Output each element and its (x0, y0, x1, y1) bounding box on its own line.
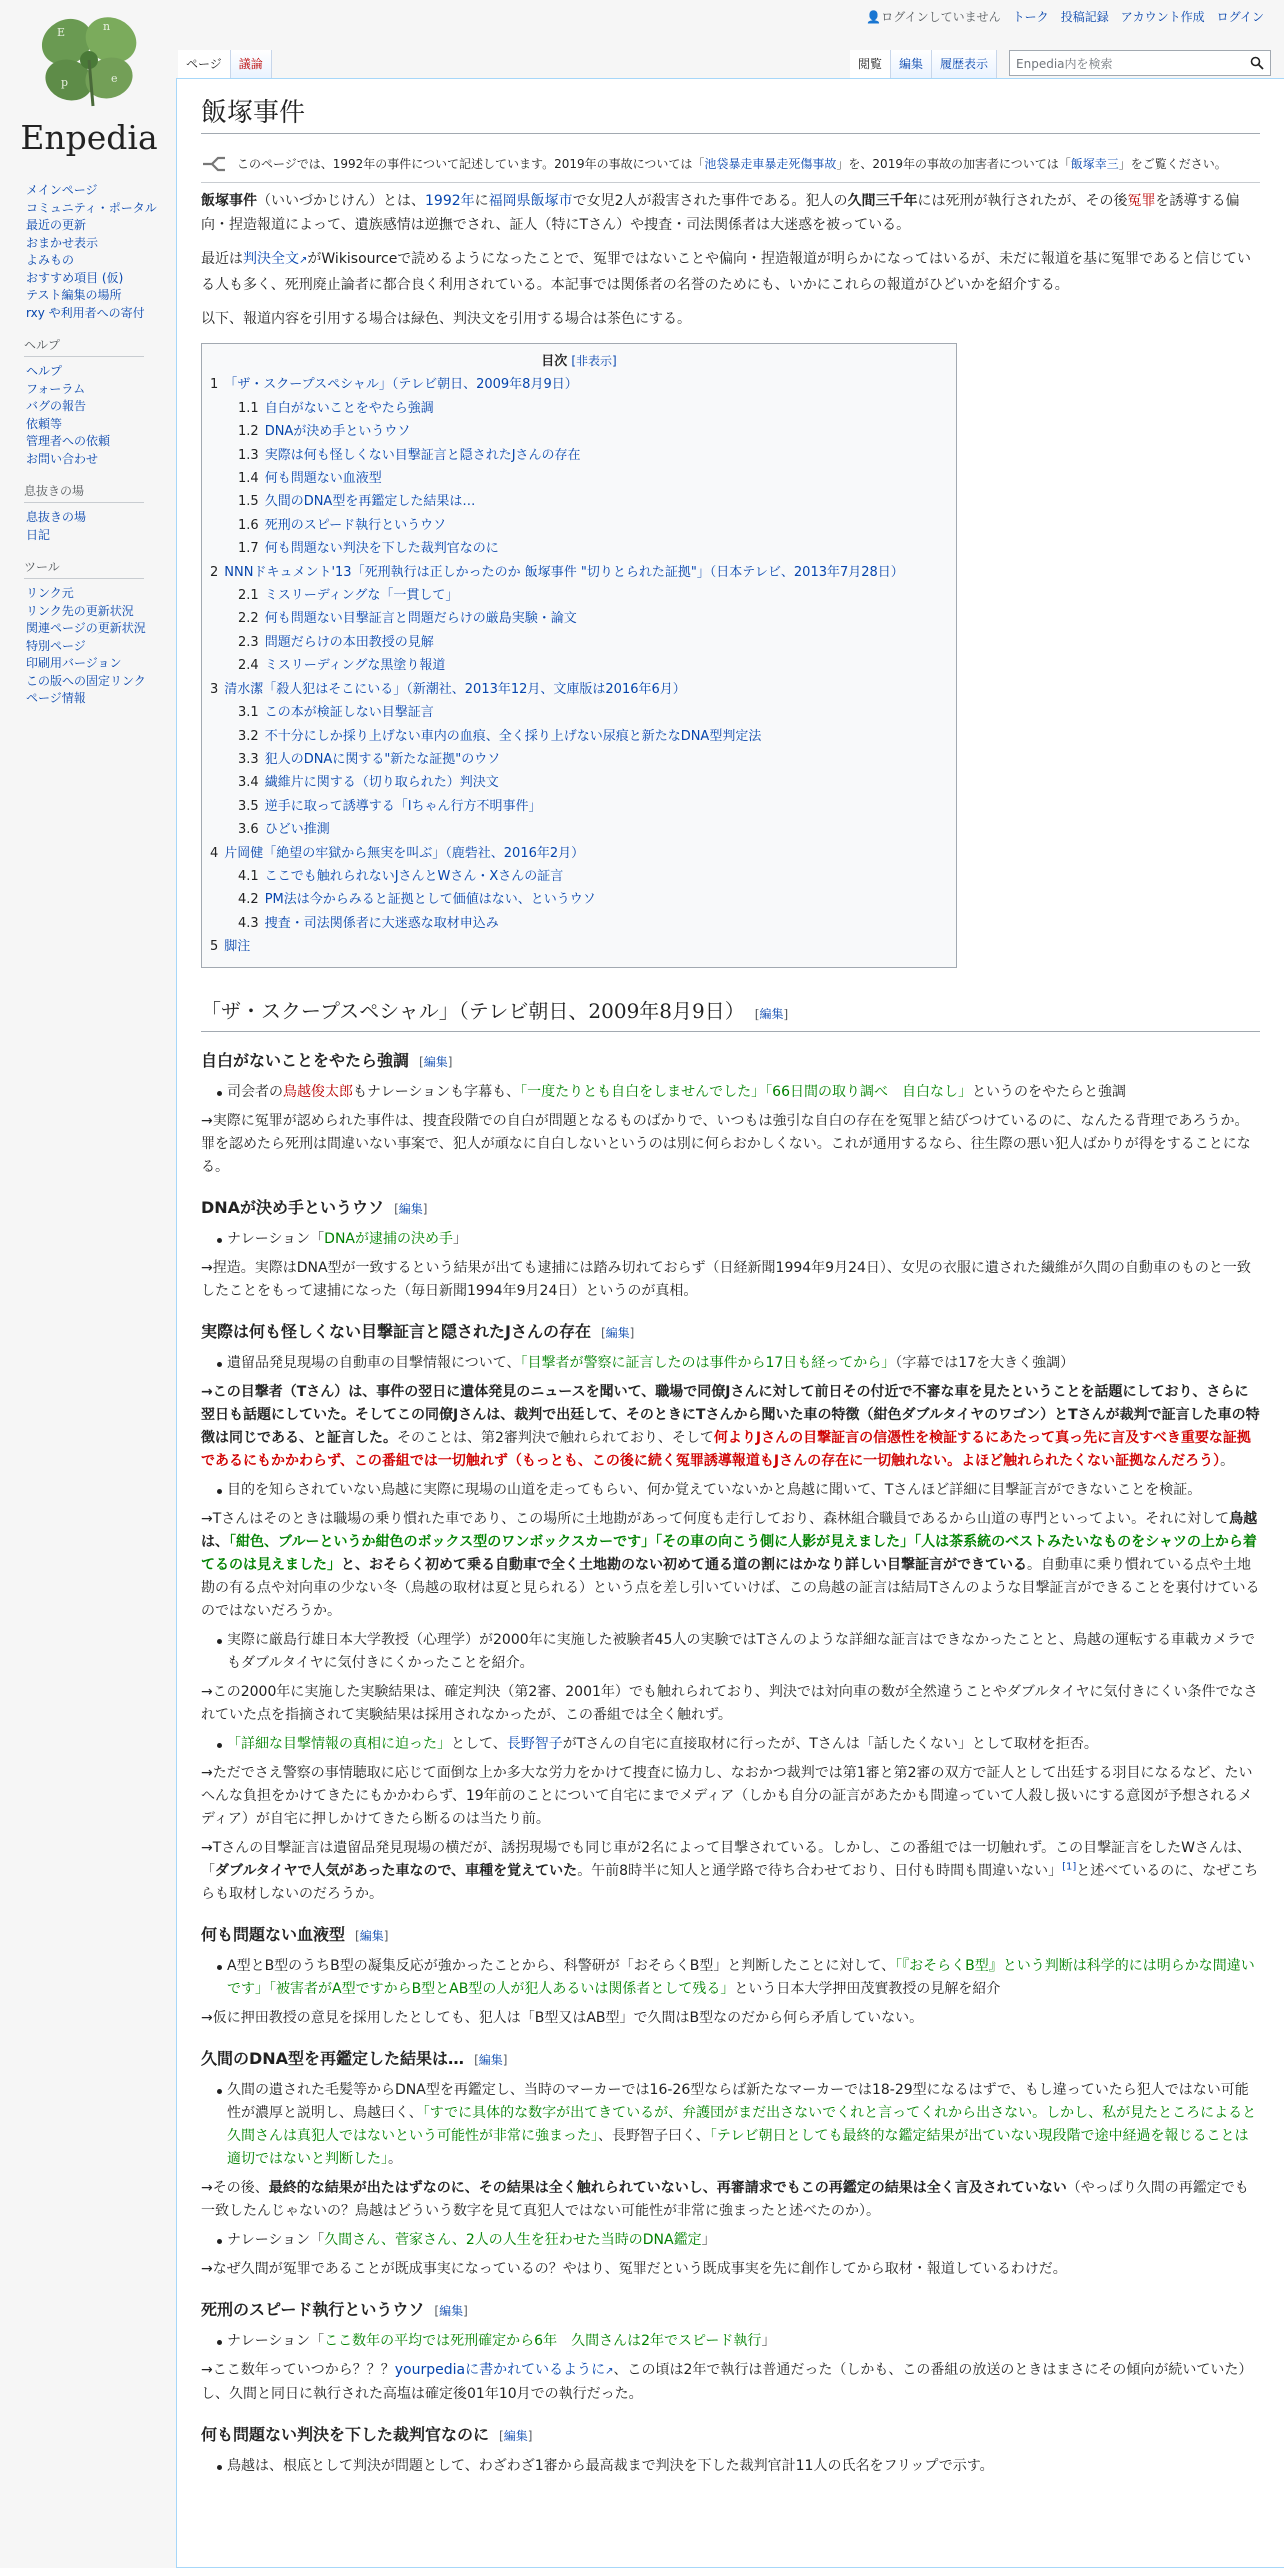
list-item: 実際に厳島行雄日本大学教授（心理学）が2000年に実施した被験者45人の実験ではTさんのような詳細な証言はできなかったことと、鳥越の運転する車載カメラでもダブルタイヤに気付きにくかったことを紹介。 (217, 1629, 1260, 1675)
toc-item[interactable]: 2.2 何も問題ない目撃証言と問題だらけの厳島実験・論文 (238, 611, 577, 627)
link-torigoe[interactable]: 鳥越俊太郎 (283, 1083, 353, 1100)
list-item: ナレーション「久間さん、菅家さん、2人の人生を狂わせた当時のDNA鑑定」 (217, 2229, 1260, 2252)
toc-hide-toggle[interactable]: [非表示] (571, 354, 617, 368)
toc-item[interactable]: 1.3 実際は何も怪しくない目撃証言と隠されたJさんの存在 (238, 447, 581, 463)
sidebar-item[interactable]: 関連ページの更新状況 (26, 621, 146, 635)
list-item: A型とB型のうちB型の凝集反応が強かったことから、科警研が「おそらくB型」と判断したことに対して、「『おそらくB型』という判断は科学的には明らかな間違いです」「被害者がA型ですからB型とAB型の人が犯人あるいは関係者として残る」という日本大学押田茂實教授の見解を紹介 (217, 1955, 1260, 2001)
link-fukuoka[interactable]: 福岡県 (488, 193, 531, 209)
intro-paragraph-3: 以下、報道内容を引用する場合は緑色、判決文を引用する場合は茶色にする。 (201, 311, 691, 327)
section-heading-1-3: 実際は何も怪しくない目撃証言と隠されたJさんの存在 [編集] (201, 1321, 635, 1341)
edit-link[interactable]: 編集 (439, 2303, 464, 2318)
paragraph: →Tさんの目撃証言は遺留品発見現場の横だが、誘拐現場でも同じ車が2名によって目撃されている。しかし、この番組では一切触れず。この目撃証言をしたWさんは、「ダブルタイヤで人気があった車なので、車種を覚えていた。午前8時半に知人と通学路で待ち合わせており、日付も時間も間違いない」[1]と述べているのに、なぜこちらも取材しないのだろうか。 (201, 1839, 1259, 1902)
section-heading-1-4: 何も問題ない血液型 [編集] (201, 1924, 389, 1944)
sidebar-item[interactable]: コミュニティ・ポータル (26, 200, 157, 215)
tools-heading: ツール (24, 558, 144, 579)
namespace-tabs (178, 50, 272, 78)
personal-tools (866, 8, 1264, 25)
list-item: 鳥越は、根底として判決が問題として、わざわざ1審から最高裁まで判決を下した裁判官計11人の氏名をフリップで示す。 (217, 2455, 1260, 2478)
list-item: ナレーション「DNAが逮捕の決め手」 (217, 1228, 1260, 1251)
toc-item[interactable]: 1 「ザ・スクープスペシャル」（テレビ朝日、2009年8月9日） (210, 377, 578, 393)
toc-item[interactable]: 2.1 ミスリーディングな「一貫して」 (238, 588, 459, 604)
sidebar-item[interactable]: 日記 (26, 527, 51, 542)
login-link[interactable]: ログイン (1216, 10, 1264, 24)
link-iizuka[interactable]: 飯塚市 (530, 193, 573, 209)
search-input[interactable]: Enpedia内を検索 (1009, 50, 1271, 76)
toc-item[interactable]: 2.4 ミスリーディングな黒塗り報道 (238, 658, 446, 674)
nuki-portal (26, 482, 160, 544)
hatnote: このページでは、1992年の事件について記述しています。2019年の事故については「池袋暴走車暴走死傷事故」を、2019年の事故の加害者については「飯塚幸三」をご覧ください。 (201, 150, 1260, 183)
footnote-ref[interactable]: [1] (1062, 1860, 1077, 1872)
table-of-contents (201, 343, 957, 968)
list-item: ナレーション「ここ数年の平均では死刑確定から6年 久間さんは2年でスピード執行」 (217, 2330, 1260, 2353)
sidebar-item[interactable]: 印刷用バージョン (26, 656, 122, 670)
talk-link[interactable]: トーク (1012, 10, 1049, 24)
toc-item[interactable]: 3.6 ひどい推測 (238, 822, 330, 838)
paragraph: →実際に冤罪が認められた事件は、捜査段階での自白が問題となるものばかりで、いつもは強引な自白の存在を冤罪と結びつけているのに、なんたる背理であろうか。罪を認めたら死刑は間違いない事案で、犯人が頑なに自白しないというのは別に何らおかしくない。これが通用するなら、往生際の悪い犯人ばかりが得をすることになる。 (201, 1112, 1251, 1175)
tab-edit[interactable]: 編集 (891, 50, 932, 78)
tab-history[interactable]: 履歴表示 (932, 50, 997, 78)
tab-page[interactable]: ページ (178, 50, 231, 78)
toc-item[interactable]: 3.5 逆手に取って誘導する「Iちゃん行方不明事件」 (238, 798, 542, 814)
sidebar-item[interactable]: 息抜きの場 (26, 510, 87, 524)
toc-item[interactable]: 1.4 何も問題ない血液型 (238, 471, 382, 487)
sidebar-item[interactable]: お問い合わせ (26, 451, 99, 466)
intro-paragraph-1: 飯塚事件（いいづかじけん）とは、1992年に福岡県飯塚市で女児2人が殺害された事件である。犯人の久間三千年には死刑が執行されたが、その後冤罪を誘導する偏向・捏造報道によって、遺族感情は逆撫でされ、証人（特にTさん）や捜査・司法関係者は大迷惑を被っている。 (201, 193, 1240, 233)
create-account-link[interactable]: アカウント作成 (1120, 10, 1205, 24)
sidebar-item[interactable]: ヘルプ (26, 364, 63, 378)
sidebar-item[interactable]: リンク元 (26, 586, 74, 600)
toc-item[interactable]: 4.3 捜査・司法関係者に大迷惑な取材申込み (238, 915, 499, 931)
section-heading-1-6: 死刑のスピード執行というウソ [編集] (201, 2299, 468, 2319)
toc-item[interactable]: 1.1 自白がないことをやたら強調 (238, 400, 434, 416)
tab-talk[interactable]: 議論 (231, 50, 272, 78)
external-link-icon: ↗ (299, 255, 308, 266)
sidebar-item[interactable]: この版への固定リンク (26, 673, 146, 688)
sidebar-item[interactable]: rxy や利用者への寄付 (26, 305, 145, 320)
sidebar (0, 182, 160, 722)
link-hanketsu[interactable]: 判決全文 (243, 251, 299, 267)
list-item: 司会者の鳥越俊太郎もナレーションも字幕も、「一度たりとも自白をしませんでした」「66日間の取り調べ 自白なし」というのをやたらと強調 (217, 1081, 1260, 1104)
toc-item[interactable]: 3.2 不十分にしか採り上げない車内の血痕、全く採り上げない尿痕と新たなDNA型判定法 (238, 728, 762, 744)
section-heading-1-5: 久間のDNA型を再鑑定した結果は… [編集] (201, 2048, 508, 2068)
sidebar-item[interactable]: バグの報告 (26, 399, 87, 413)
nav-portal (26, 182, 160, 322)
clover-logo-icon (6, 4, 172, 120)
toc-item[interactable]: 1.2 DNAが決め手というウソ (238, 424, 411, 440)
toc-item[interactable]: 4 片岡健「絶望の牢獄から無実を叫ぶ」（鹿砦社、2016年2月） (210, 845, 585, 861)
paragraph: →Tさんはそのときは職場の乗り慣れた車であり、この場所に土地勘があって何度も走行しており、森林組合職員であるから山道の専門といってよい。それに対して鳥越は、「紺色、ブルーというか紺色のボックス型のワンボックスカーです」「その車の向こう側に人影が見えました」「人は茶系統のベストみたいなものをシャツの上から着てるのは見えました」と、おそらく初めて乗る自動車で全く土地勘のない初めて通る道の割にはかなり詳しい目撃証言ができている。自動車に乗り慣れている点や土地勘の有る点や対向車の少ない冬（鳥越の取材は夏と見られる）という点を差し引いていけば、この鳥越の証言は結局Tさんのような目撃証言ができることを裏付けているのではないだろうか。 (201, 1510, 1260, 1619)
link-yourpedia[interactable]: yourpediaに書かれているように (394, 2361, 606, 2378)
site-wordmark: Enpedia (20, 118, 158, 157)
sidebar-item[interactable]: メインページ (26, 183, 98, 197)
link-enzai[interactable]: 冤罪 (1127, 193, 1156, 209)
list-item: 目的を知らされていない鳥越に実際に現場の山道を走ってもらい、何か覚えていないかと鳥越に聞いて、Tさんほど詳細に目撃証言ができないことを検証。 (217, 1479, 1260, 1502)
paragraph: →ここ数年っていつから？？？yourpediaに書かれているように↗、この頃は2年で執行は普通だった（しかも、この番組の放送のときはまさにその傾向が続いていた）し、久間と同日に執行された高塩は確定後01年10月での執行だった。 (201, 2361, 1253, 2402)
help-heading: ヘルプ (24, 336, 144, 357)
section-heading-1-7: 何も問題ない判決を下した裁判官なのに [編集] (201, 2424, 533, 2444)
paragraph: →この目撃者（Tさん）は、事件の翌日に遺体発見のニュースを聞いて、職場で同僚Jさんに対して前日その付近で不審な車を見たということを話題にしており、さらに翌日も話題にしていた。そしてこの同僚Jさんは、裁判で出廷して、そのときにTさんから聞いた車の特徴（紺色ダブルタイヤのワゴン）とTさんが裁判で証言した車の特徴は同じである、と証言した。そのことは、第2審判決で触れられており、そして何よりJさんの目撃証言の信憑性を検証するにあたって真っ先に言及すべき重要な証拠であるにもかかわらず、この番組では一切触れず（もっとも、この後に続く冤罪誘導報道もJさんの存在に一切触れない。よほど触れられたくない証拠なんだろう）。 (201, 1383, 1260, 1469)
toc-item[interactable]: 3.1 この本が検証しない目撃証言 (238, 705, 434, 721)
svg-text:e: e (111, 72, 118, 85)
toc-item[interactable]: 1.6 死刑のスピード執行というウソ (238, 517, 447, 533)
contributions-link[interactable]: 投稿記録 (1060, 10, 1109, 24)
edit-link[interactable]: 編集 (398, 1201, 423, 1216)
toc-title: 目次 [非表示] (541, 354, 617, 369)
hatnote-link-2[interactable]: 飯塚幸三 (1070, 157, 1119, 171)
nuki-heading: 息抜きの場 (24, 482, 144, 503)
edit-link[interactable]: 編集 (359, 1928, 384, 1943)
toc-item[interactable]: 1.7 何も問題ない判決を下した裁判官なのに (238, 541, 499, 557)
hatnote-link-1[interactable]: 池袋暴走車暴走死傷事故 (704, 157, 837, 171)
search-icon[interactable] (1250, 56, 1264, 70)
sidebar-item[interactable]: 特別ページ (26, 638, 86, 653)
toc-item[interactable]: 4.2 PM法は今からみると証拠として価値はない、というウソ (238, 892, 596, 908)
sidebar-item[interactable]: ページ情報 (26, 691, 86, 705)
paragraph: →その後、最終的な結果が出たはずなのに、その結果は全く触れられていないし、再審請求でもこの再鑑定の結果は全く言及されていない（やっぱり久間の再鑑定でも一致したんじゃないの？鳥越はどういう数字を見て真犯人ではない可能性が非常に強まったと述べたのか）。 (201, 2179, 1249, 2219)
external-link-icon: ↗ (605, 2365, 614, 2377)
disambiguation-icon (201, 156, 227, 172)
toc-item[interactable]: 3.3 犯人のDNAに関する"新たな証拠"のウソ (238, 751, 501, 767)
site-logo[interactable] (6, 4, 172, 160)
intro-paragraph-2: 最近は判決全文↗がWikisourceで読めるようになったことで、冤罪ではないことや偏向・捏造報道が明らかになってはいるが、未だに報道を基に冤罪であると信じている人も多く、死刑廃止論者に都合良く利用されている。本記事では関係者の名誉のためにも、いかにこれらの報道がひどいかを紹介する。 (201, 251, 1252, 293)
tools-portal (26, 558, 160, 708)
edit-link[interactable]: 編集 (605, 1325, 630, 1340)
edit-link[interactable]: 編集 (503, 2428, 528, 2443)
paragraph: →仮に押田教授の意見を採用したとしても、犯人は「B型又はAB型」で久間はB型なのだから何ら矛盾していない。 (201, 2009, 924, 2026)
sidebar-item[interactable]: フォーラム (26, 381, 86, 396)
sidebar-item[interactable]: 最近の更新 (26, 218, 87, 232)
list-item: 久間の遺された毛髪等からDNA型を再鑑定し、当時のマーカーでは16-26型ならば新たなマーカーでは18-29型になるはずで、もし違っていたら犯人ではない可能性が濃厚と説明し、鳥越曰く、「すでに具体的な数字が出てきているが、弁護団がまだ出さないでくれと言ってくれから出さない。しかし、私が見たところによると久間さんは真犯人ではないという可能性が非常に強まった」、長野智子曰く、「テレビ朝日としても最終的な鑑定結果が出ていない現段階で途中経過を報じることは適切ではないと判断した」。 (217, 2079, 1260, 2171)
sidebar-item[interactable]: 依頼等 (26, 416, 63, 431)
edit-link[interactable]: 編集 (759, 1006, 784, 1021)
view-tabs (850, 50, 1271, 78)
user-status: 👤ログインしていません (866, 10, 1001, 24)
edit-link[interactable]: 編集 (478, 2052, 503, 2067)
section-heading-1-1: 自白がないことをやたら強調 [編集] (201, 1050, 453, 1070)
toc-item[interactable]: 3 清水潔「殺人犯はそこにいる」（新潮社、2013年12月、文庫版は2016年6月） (210, 681, 686, 697)
content (176, 78, 1284, 2568)
toc-item[interactable]: 2.3 問題だらけの本田教授の見解 (238, 634, 434, 650)
page-title: 飯塚事件 (201, 95, 1260, 134)
sidebar-item[interactable]: よみもの (26, 253, 75, 267)
link-1992[interactable]: 1992年 (425, 193, 475, 209)
help-portal (26, 336, 160, 468)
user-icon: 👤 (866, 10, 882, 24)
paragraph: →ただでさえ警察の事情聴取に応じて面倒な上か多大な労力をかけて捜査に協力し、なおかつ裁判では第1審と第2審の双方で証人として出廷する羽目になるなど、たいへんな負担をかけてきたにもかかわらず、19年前のことについて自宅にまでメディア（しかも自分の証言があたかも間違っていて人殺し扱いにする意図が予想されるメディア）が自宅に押しかけてきたら断るのは当たり前。 (201, 1764, 1253, 1827)
section-heading-1-2: DNAが決め手というウソ [編集] (201, 1197, 428, 1217)
tab-read[interactable]: 閲覧 (850, 50, 891, 78)
sidebar-item[interactable]: おすすめ項目 (仮) (26, 270, 124, 285)
svg-text:n: n (103, 20, 111, 33)
toc-item[interactable]: 4.1 ここでも触れられないJさんとWさん・Xさんの証言 (238, 868, 564, 884)
list-item: 「詳細な目撃情報の真相に迫った」として、長野智子がTさんの自宅に直接取材に行ったが、Tさんは「話したくない」として取材を拒否。 (217, 1733, 1260, 1756)
sidebar-item[interactable]: テスト編集の場所 (26, 288, 122, 302)
link-nagano[interactable]: 長野智子 (506, 1735, 563, 1752)
toc-item[interactable]: 5 脚注 (210, 939, 251, 955)
svg-text:E: E (57, 26, 66, 39)
edit-link[interactable]: 編集 (423, 1054, 448, 1069)
toc-item[interactable]: 1.5 久間のDNA型を再鑑定した結果は… (238, 494, 476, 510)
svg-text:p: p (61, 76, 69, 89)
paragraph: →なぜ久間が冤罪であることが既成事実になっているの？やはり、冤罪だという既成事実を先に創作してから取材・報道しているわけだ。 (201, 2260, 1067, 2277)
paragraph: →この2000年に実施した実験結果は、確定判決（第2審、2001年）でも触れられており、判決では対向車の数が全然違うことやダブルタイヤに気付きにくい条件でなされていた点を指摘されて実験結果は採用されなかったが、この番組では全く触れず。 (201, 1683, 1258, 1723)
toc-item[interactable]: 3.4 繊維片に関する（切り取られた）判決文 (238, 775, 499, 791)
section-heading-1: 「ザ・スクープスペシャル」（テレビ朝日、2009年8月9日） [編集] (201, 996, 1260, 1032)
toc-item[interactable]: 2 NNNドキュメント'13「死刑執行は正しかったのか 飯塚事件 "切りとられた証拠"」（日本テレビ、2013年7月28日） (210, 564, 904, 580)
paragraph: →捏造。実際はDNA型が一致するという結果が出ても逮捕には踏み切れておらず（日経新聞1994年9月24日）、女児の衣服に遺された繊維が久間の自動車のものと一致したことをもって逮捕になった（毎日新聞1994年9月24日）というのが真相。 (201, 1259, 1251, 1299)
sidebar-item[interactable]: 管理者への依頼 (26, 434, 111, 448)
sidebar-item[interactable]: おまかせ表示 (26, 235, 99, 250)
sidebar-item[interactable]: リンク先の更新状況 (26, 603, 134, 618)
list-item: 遺留品発見現場の自動車の目撃情報について、「目撃者が警察に証言したのは事件から17日も経ってから」（字幕では17を大きく強調） (217, 1352, 1260, 1375)
